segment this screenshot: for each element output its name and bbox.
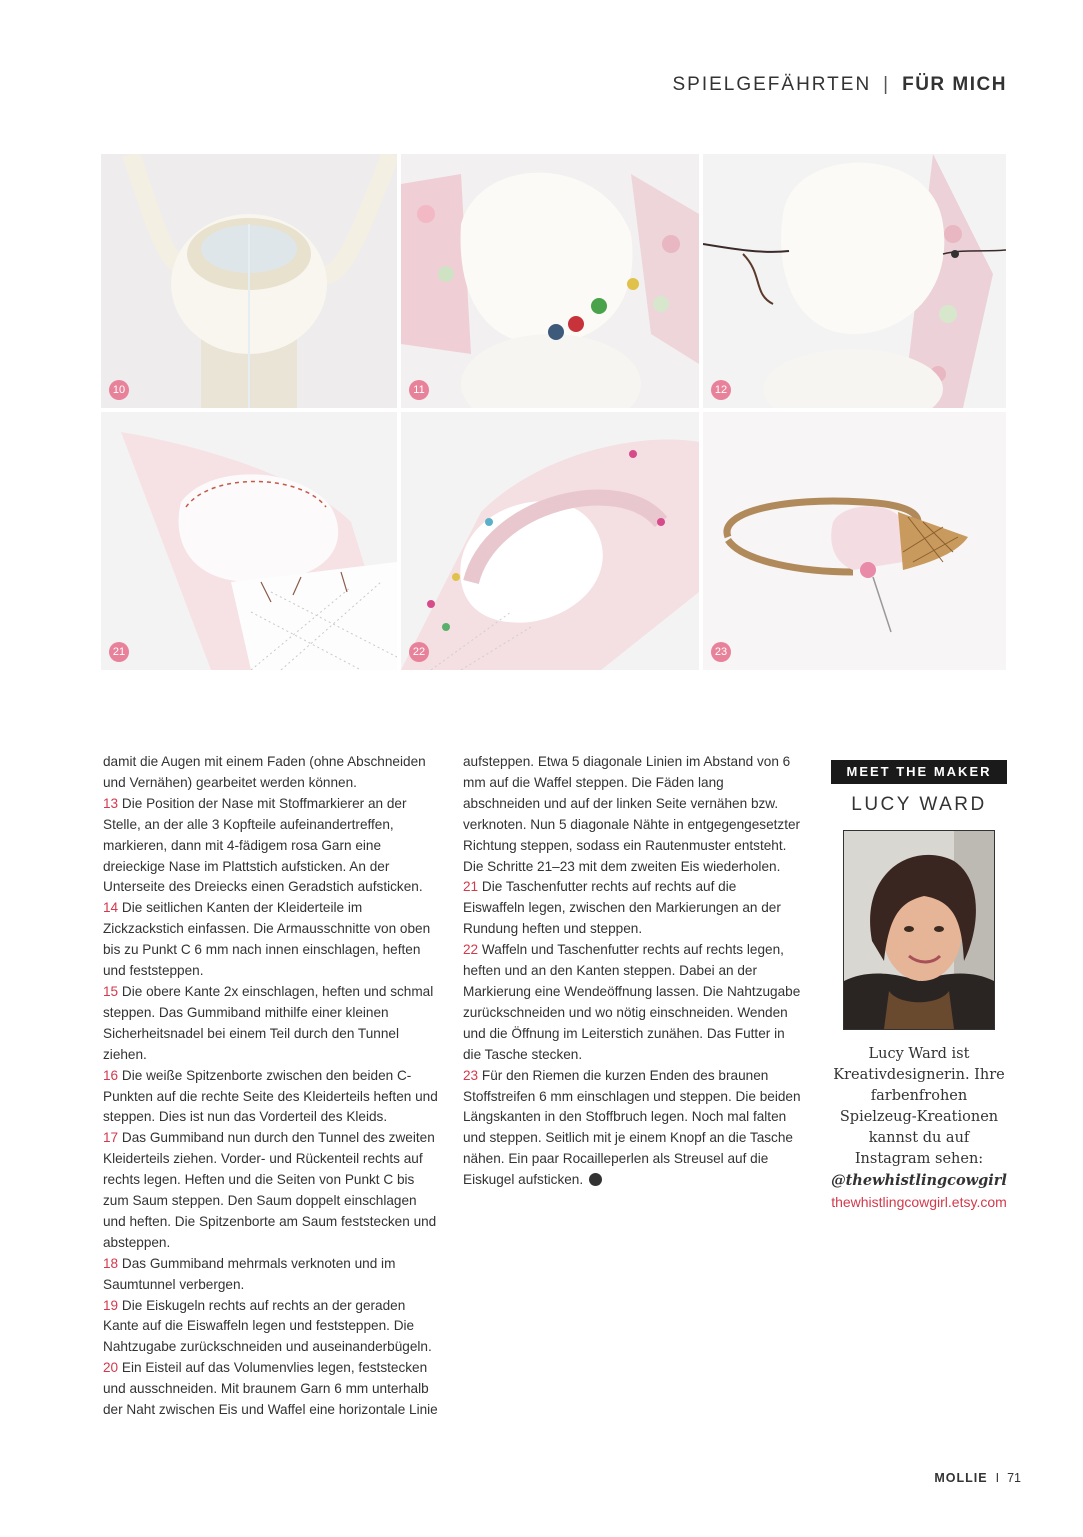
step-text: Die weiße Spitzenborte zwischen den beiden C-Punkten auf die rechte Seite des Kleiderteils heften und steppen. Dies ist nun das Vorderteil des Kleids. [103, 1067, 438, 1125]
step-number: 20 [103, 1360, 119, 1376]
step-number: 14 [103, 900, 119, 916]
magazine-name: MOLLIE [934, 1471, 988, 1485]
step-number: 13 [103, 795, 119, 811]
page-footer [934, 1471, 1021, 1485]
step-number: 17 [103, 1130, 119, 1146]
step-text: Die obere Kante 2x einschlagen, heften und schmal steppen. Das Gummiband mithilfe einer kleinen Sicherheitsnadel bei einem Teil durch den Tunnel ziehen. [103, 983, 434, 1062]
step-number: 21 [463, 879, 479, 895]
photo-step-12 [703, 154, 1006, 408]
step-number: 15 [103, 983, 119, 999]
maker-name: LUCY WARD [851, 794, 987, 815]
column-intro: damit die Augen mit einem Faden (ohne Abschneiden und Vernähen) gearbeitet werden können. [103, 754, 426, 790]
step-22 [463, 940, 801, 1065]
text-column-1 [103, 752, 439, 1421]
step-number: 22 [463, 942, 479, 958]
step-text: Waffeln und Taschenfutter rechts auf rechts legen, heften und an den Kanten steppen. Dabei an der Markierung eine Wendeöffnung lassen. Die Nahtzugabe zurückschneiden und wo nötig einschneiden. Wenden und die Öffnung im Leiterstich zunähen. Das Futter in die Tasche stecken. [463, 942, 801, 1062]
step-18 [103, 1254, 439, 1296]
step-20 [103, 1358, 439, 1421]
step-13 [103, 794, 439, 899]
subsection-title: FÜR MICH [902, 74, 1007, 95]
step-badge: 11 [409, 380, 429, 400]
step-number: 19 [103, 1297, 119, 1313]
step-21 [463, 877, 801, 940]
step-text: Die Taschenfutter rechts auf rechts auf die Eiswaffeln legen, zwischen den Markierungen an der Rundung heften und steppen. [463, 879, 781, 937]
photo-step-23 [703, 412, 1006, 670]
end-mark-icon [589, 1173, 602, 1186]
step-text: Ein Eisteil auf das Volumenvlies legen, feststecken und ausschneiden. Mit braunem Garn 6 mm unterhalb der Naht zwischen Eis und Waffel eine horizontale Linie [103, 1360, 438, 1418]
step-badge: 22 [409, 642, 429, 662]
step-badge: 23 [711, 642, 731, 662]
photo-step-11 [401, 154, 699, 408]
step-15 [103, 982, 439, 1066]
page-header [672, 74, 1007, 96]
step-number: 16 [103, 1067, 119, 1083]
step-text: Die Position der Nase mit Stoffmarkierer an der Stelle, an der alle 3 Kopfteile aufeinandertreffen, markieren, dann mit 4-fädigem rosa Garn eine dreieckige Nase im Plattstich aufsticken. An der Unterseite des Dreiecks einen Geradstich aufsticken. [103, 795, 423, 895]
maker-portrait [843, 830, 995, 1030]
photo-step-22 [401, 412, 699, 670]
maker-bio-text: Lucy Ward ist Kreativdesignerin. Ihre farbenfrohen Spielzeug-Kreationen kannst du auf Instagram sehen: [833, 1046, 1005, 1167]
step-16 [103, 1066, 439, 1129]
step-text: Die Eiskugeln rechts auf rechts an der geraden Kante auf die Eiswaffeln legen und feststeppen. Die Nahtzugabe zurückschneiden und auseinanderbügeln. [103, 1297, 432, 1355]
section-title: SPIELGEFÄHRTEN [672, 74, 872, 95]
column-intro: aufsteppen. Etwa 5 diagonale Linien im Abstand von 6 mm auf die Waffel steppen. Die Fäden lang abschneiden und auf der linken Seite vernähen bzw. verknoten. Nun 5 diagonale Nähte in entgegengesetzter Richtung steppen, sodass ein Rautenmuster entsteht. Die Schritte 21–23 mit dem zweiten Eis wiederholen. [463, 754, 801, 874]
meet-the-maker-box [831, 760, 1007, 1213]
maker-bio [831, 1044, 1007, 1192]
photo-step-21 [101, 412, 397, 670]
footer-separator: I [995, 1471, 1000, 1485]
step-17 [103, 1128, 439, 1253]
shop-link[interactable]: thewhistlingcowgirl.etsy.com [831, 1194, 1007, 1210]
instagram-handle[interactable]: @thewhistlingcowgirl [831, 1172, 1007, 1189]
page-number: 71 [1007, 1471, 1021, 1485]
step-badge: 10 [109, 380, 129, 400]
photo-step-10 [101, 154, 397, 408]
step-19 [103, 1296, 439, 1359]
step-badge: 12 [711, 380, 731, 400]
header-separator: | [883, 74, 891, 95]
step-text: Die seitlichen Kanten der Kleiderteile im Zickzackstich einfassen. Die Armausschnitte von oben bis zu Punkt C 6 mm nach innen einschlagen, heften und feststeppen. [103, 900, 431, 979]
step-text: Das Gummiband nun durch den Tunnel des zweiten Kleiderteils ziehen. Vorder- und Rückenteil rechts auf rechts legen. Heften und die Seiten von Punkt C bis zum Saum steppen. Den Saum doppelt einschlagen und heften. Die Spitzenborte am Saum feststecken und absteppen. [103, 1130, 437, 1250]
step-14 [103, 898, 439, 982]
text-column-2 [463, 752, 801, 1191]
step-23 [463, 1066, 801, 1191]
step-number: 18 [103, 1255, 119, 1271]
step-badge: 21 [109, 642, 129, 662]
step-number: 23 [463, 1067, 479, 1083]
step-text: Für den Riemen die kurzen Enden des braunen Stoffstreifen 6 mm einschlagen und steppen. Die beiden Längskanten in den Stoffbruch legen. Noch mal falten und steppen. Seitlich mit je einem Knopf an die Tasche nähen. Ein paar Rocailleperlen als Streusel auf die Eiskugel aufsticken. [463, 1067, 801, 1188]
step-text: Das Gummiband mehrmals verknoten und im Saumtunnel verbergen. [103, 1255, 396, 1292]
meet-the-maker-banner: MEET THE MAKER [831, 760, 1007, 784]
